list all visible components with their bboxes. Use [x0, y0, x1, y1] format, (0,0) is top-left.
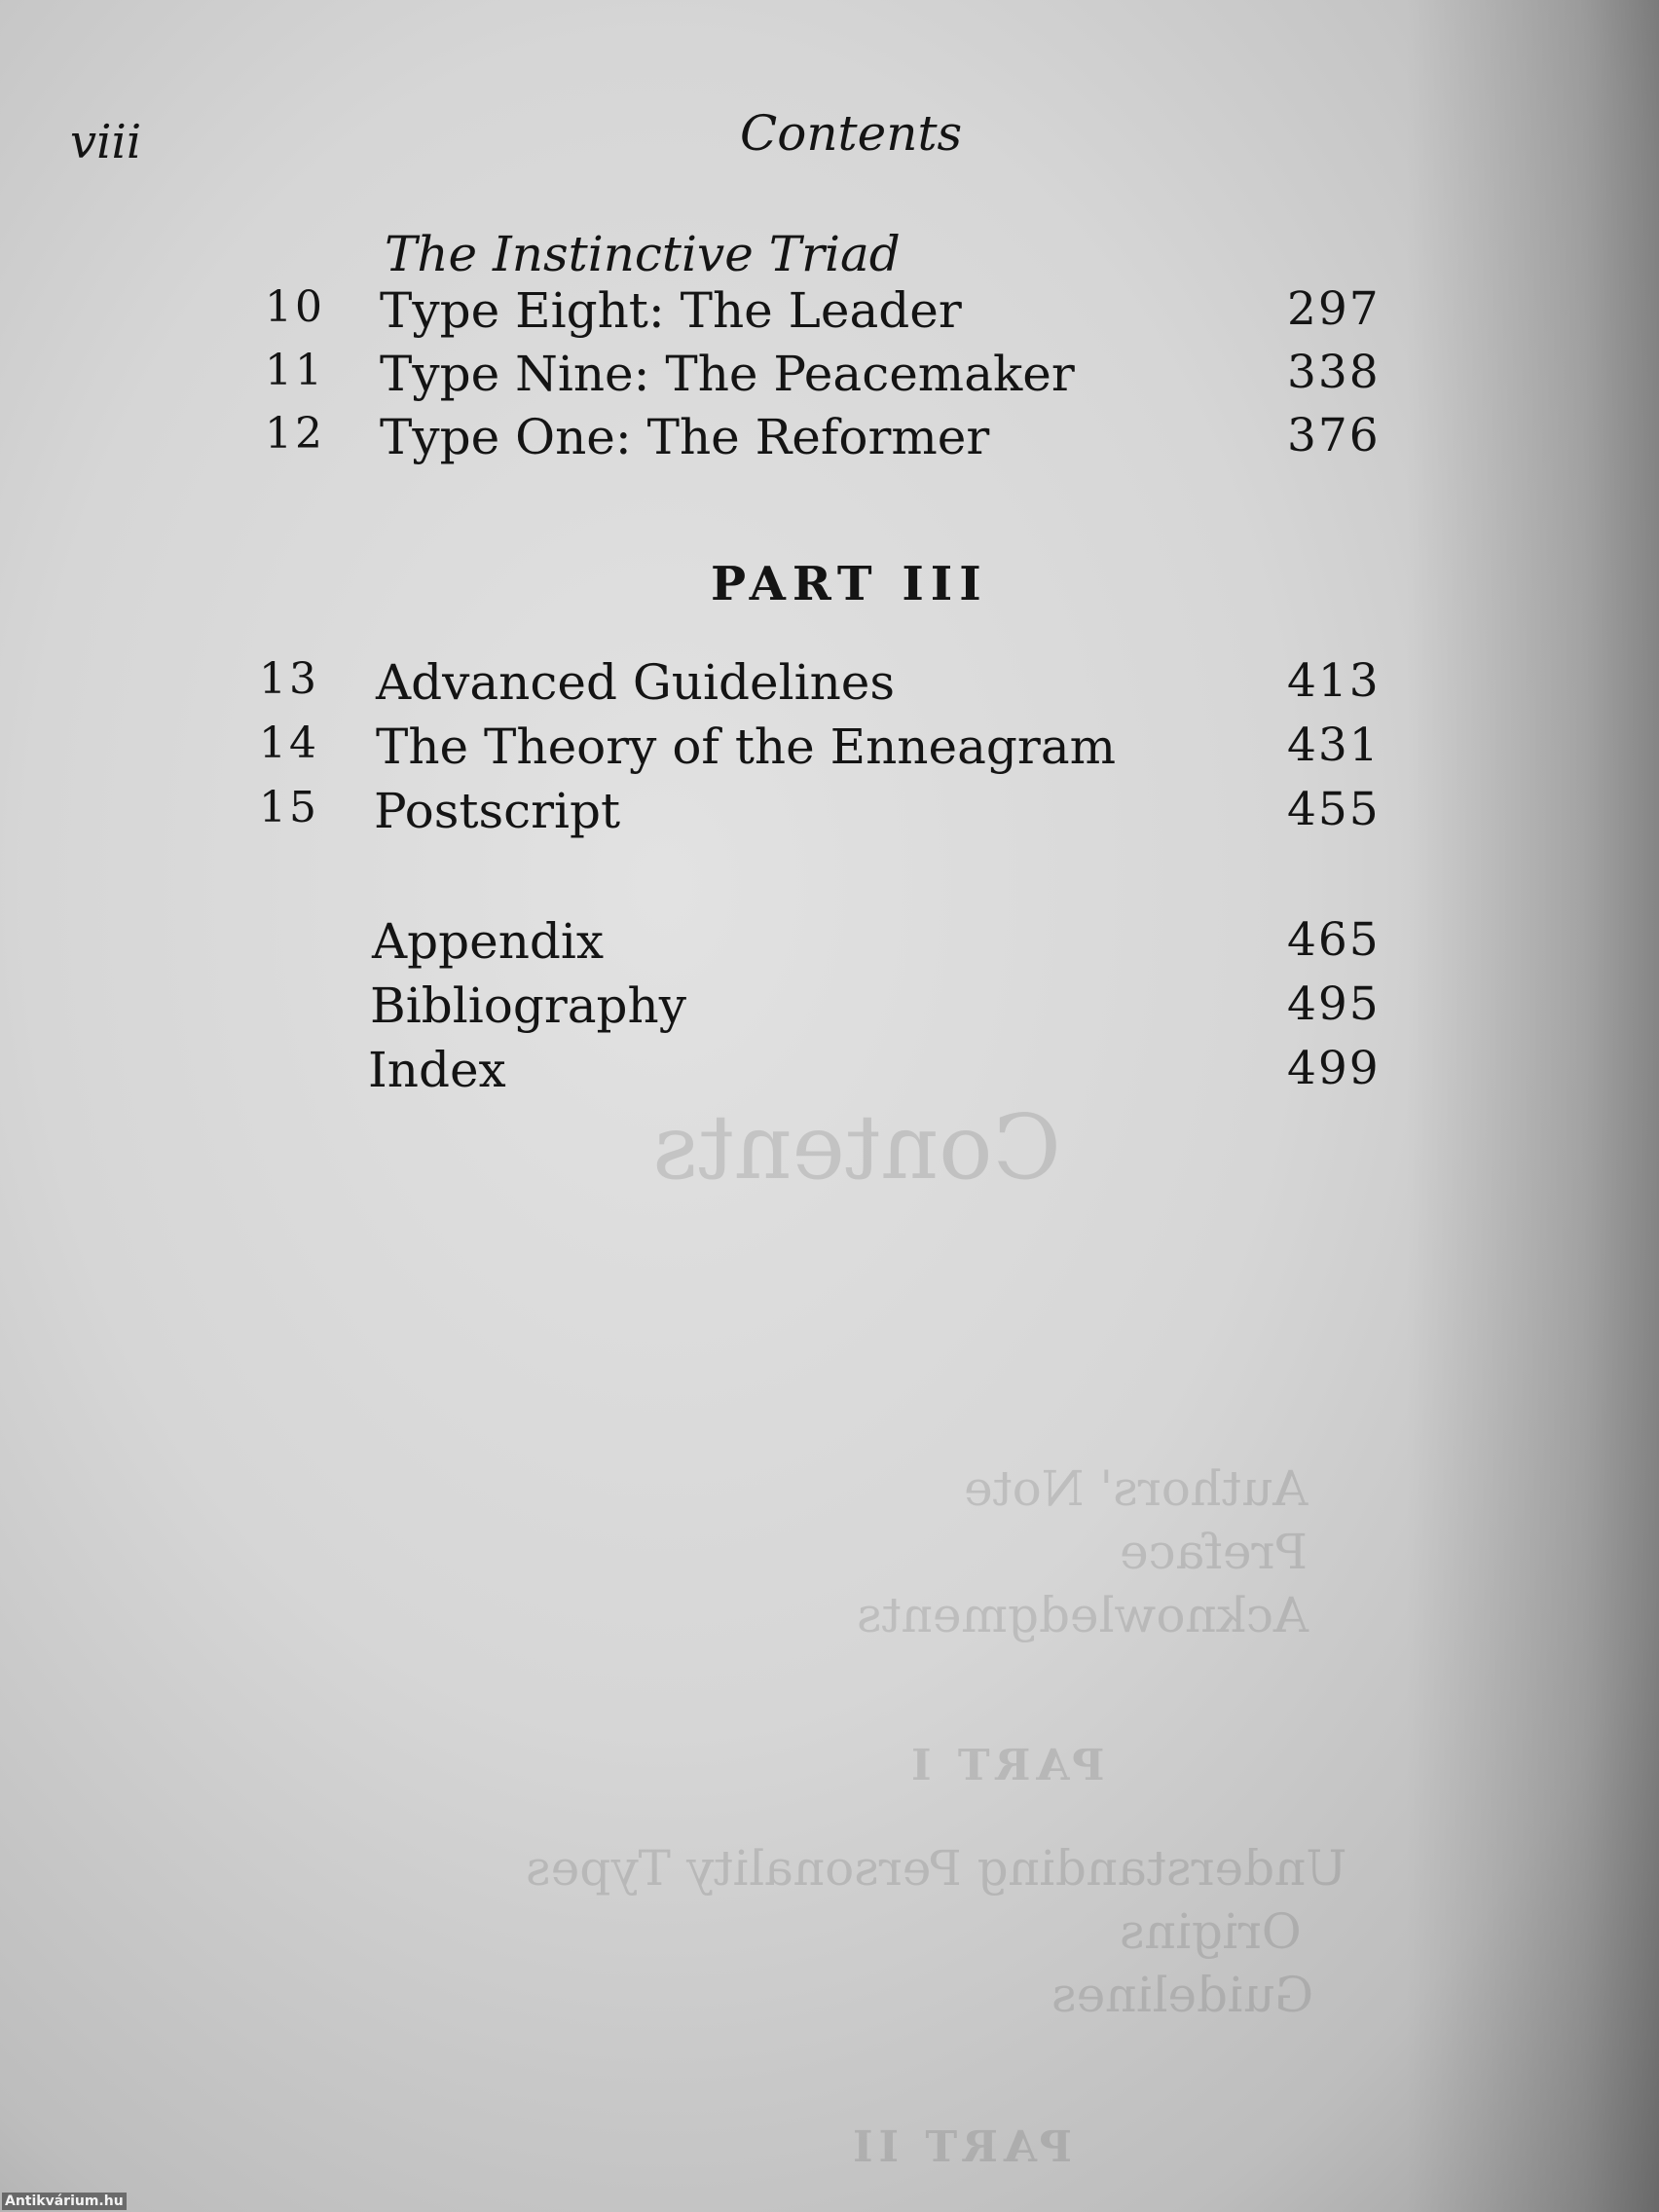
toc-entry	[0, 719, 1659, 787]
show-through-line: Preface	[1120, 1524, 1309, 1580]
chapter-title: The Theory of the Enneagram	[376, 719, 1117, 775]
chapter-title: Type Nine: The Peacemaker	[380, 346, 1075, 402]
toc-entry	[0, 783, 1659, 851]
back-matter-title: Appendix	[372, 913, 605, 970]
chapter-number: 15	[259, 783, 319, 832]
show-through-line: PART II	[847, 2122, 1073, 2172]
back-matter-title: Bibliography	[370, 977, 686, 1034]
chapter-number: 14	[259, 719, 319, 768]
chapter-title: Advanced Guidelines	[376, 654, 896, 711]
chapter-number: 11	[265, 346, 325, 395]
page-number: 455	[1287, 783, 1381, 836]
page-number: 297	[1287, 282, 1381, 336]
page-number: 376	[1287, 409, 1381, 462]
page-number: 413	[1287, 654, 1381, 708]
toc-entry	[0, 977, 1659, 1046]
show-through-line: Authors' Note	[964, 1460, 1309, 1517]
show-through-heading: Contents	[652, 1095, 1061, 1199]
page-number: 338	[1287, 346, 1381, 399]
chapter-title: Type Eight: The Leader	[380, 282, 962, 339]
toc-entry	[0, 913, 1659, 981]
chapter-number: 10	[265, 282, 325, 332]
part-heading: PART III	[711, 557, 988, 611]
toc-entry	[0, 654, 1659, 722]
show-through-line: Guidelines	[1051, 1967, 1314, 2023]
page-number: 499	[1287, 1042, 1381, 1095]
source-watermark: Antikvárium.hu	[2, 2193, 127, 2210]
chapter-title: Type One: The Reformer	[380, 409, 990, 465]
page-number: 465	[1287, 913, 1381, 967]
toc-entry	[0, 282, 1659, 350]
running-head: Contents	[740, 105, 963, 162]
show-through-line: Understanding Personality Types	[526, 1840, 1347, 1897]
show-through-line: PART I	[905, 1741, 1105, 1790]
page-number: 431	[1287, 719, 1381, 772]
toc-entry	[0, 409, 1659, 477]
back-matter-title: Index	[368, 1042, 506, 1098]
section-title: The Instinctive Triad	[385, 226, 901, 282]
show-through-line: Acknowledgments	[857, 1587, 1309, 1643]
chapter-title: Postscript	[374, 783, 621, 839]
toc-entry	[0, 346, 1659, 414]
page-number: 495	[1287, 977, 1381, 1031]
show-through-line: Origins	[1120, 1903, 1302, 1960]
page-folio: viii	[70, 115, 142, 169]
chapter-number: 13	[259, 654, 319, 704]
chapter-number: 12	[265, 409, 325, 459]
